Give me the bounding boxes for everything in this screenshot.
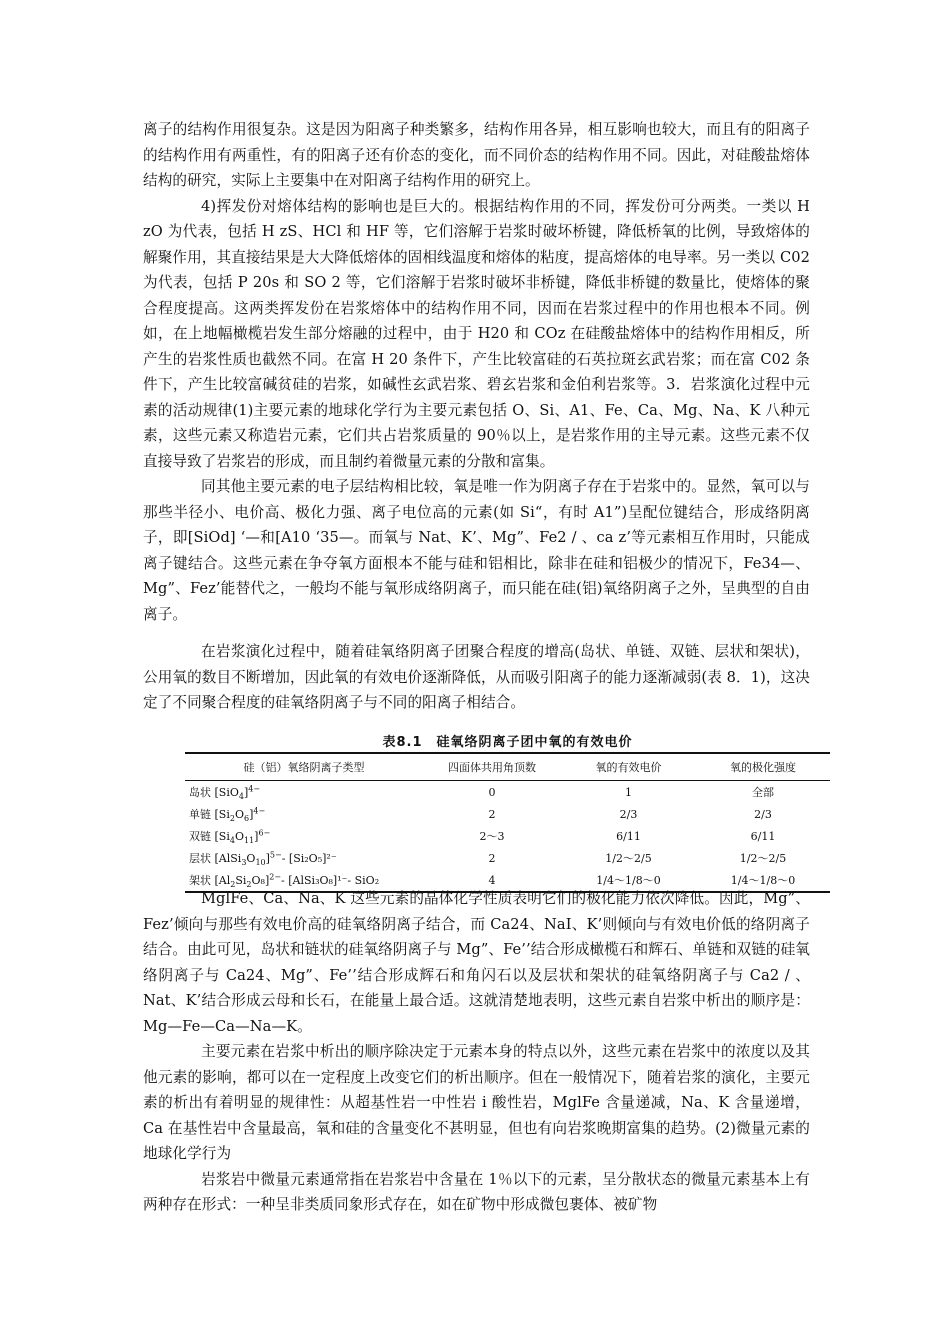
table-cell: 1/4～1/8～0 [696, 869, 830, 892]
table-cell-type: 岛状 $[SiO_4]^{4-}$ [189, 784, 261, 802]
paragraph: 离子的结构作用很复杂。这是因为阳离子种类繁多，结构作用各异，相互影响也较大，而且有的阳离子的结构作用有两重性，有的阳离子还有价态的变化，而不同价态的结构作用不同。因此，对硅酸盐熔体结构的研究，实际上主要集中在对阳离子结构作用的研究上。 [143, 121, 810, 189]
table-cell: 1/4～1/8～0 [561, 869, 696, 892]
table-cell-type: 单链 $[Si_2O_6]^{4-}$ [189, 806, 266, 824]
table-header: 四面体共用角顶数 [423, 753, 561, 781]
table-cell: 1 [625, 785, 632, 799]
text-block-top [143, 117, 810, 627]
table-row [185, 781, 830, 804]
table-header: 氧的有效电价 [561, 753, 696, 781]
table-cell: 6/11 [616, 829, 641, 843]
table-row [185, 803, 830, 825]
table-row [185, 825, 830, 847]
table-cell-type: 双链 $[Si_4O_{11}]^{6-}$ [189, 828, 271, 846]
paragraph: 主要元素在岩浆中析出的顺序除决定于元素本身的特点以外，这些元素在岩浆中的浓度以及其他元素的影响，都可以在一定程度上改变它们的析出顺序。但在一般情况下，随着岩浆的演化，主要元素的析出有着明显的规律性：从超基性岩一中性岩 i 酸性岩，MglFe 含量递减，Na、K 含量递增，Ca 在基性岩中含量最高，氧和硅的含量变化不甚明显，但也有向岩浆晚期富集的趋势。(2)微量元素的地球化学行为 [143, 1043, 810, 1162]
table-cell: 2/3 [754, 807, 772, 821]
table-cell: 0 [488, 785, 496, 799]
table-cell: 1/2～2/5 [739, 852, 787, 865]
table-cell-type: 架状 $[Al_2Si_2O_8]^{2-}-$ [AlSi₃O₈]¹⁻- SiO₂ [185, 869, 423, 892]
table-header-row [185, 753, 830, 781]
data-table [185, 752, 830, 893]
table-caption: 表8.1 硅氧络阴离子团中氧的有效电价 [382, 735, 633, 750]
paragraph: 在岩浆演化过程中，随着硅氧络阴离子团聚合程度的增高(岛状、单链、双链、层状和架状)，公用氧的数目不断增加，因此氧的有效电价逐渐降低，从而吸引阳离子的能力逐渐减弱(表 8．1)，这决定了不同聚合程度的硅氧络阴离子与不同的阳离子相结合。 [143, 643, 810, 711]
table-row [185, 847, 830, 869]
table-cell: 1/2～2/5 [605, 852, 652, 865]
table-cell-type: 层状 $[AlSi_3O_{10}]^{5-}-$ [Si₂O₅]²⁻ [189, 850, 337, 868]
table-cell: 全部 [752, 786, 774, 799]
table-cell: 6/11 [750, 829, 776, 843]
table-cell: 2 [488, 851, 496, 865]
paragraph: 岩浆岩中微量元素通常指在岩浆岩中含量在 1％以下的元素，呈分散状态的微量元素基本上有两种存在形式：一种呈非类质同象形式存在，如在矿物中形成微包裹体、被矿物 [143, 1170, 810, 1213]
table-cell: 2/3 [619, 807, 638, 821]
paragraph: 同其他主要元素的电子层结构相比较，氧是唯一作为阴离子存在于岩浆中的。显然，氧可以与那些半径小、电价高、极化力强、离子电位高的元素(如 Si“，有时 A1”)呈配位键结合，形成络阴离子，即[SiOd] ‘—和[A10 ‘35—。而氧与 Nat、K’、Mg”、Fe2 / 、ca z’等元素相互作用时，只能成离子键结合。这些元素在争夺氧方面根本不能与硅和铝相比，除非在硅和铝极少的情况下，Fe34—、Mg”、Fez’能替代之，一般均不能与氧形成络阴离子，而只能在硅(铝)氧络阴离子之外，呈典型的自由离子。 [143, 478, 810, 623]
paragraph: MglFe、Ca、Na、K 这些元素的晶体化学性质表明它们的极化能力依次降低。因此，Mg”、Fez’倾向与那些有效电价高的硅氧络阴离子结合，而 Ca24、NaI、K’则倾向与有效电价低的络阴离子结合。由此可见，岛状和链状的硅氧络阴离子与 Mg”、Fe’’结合形成橄榄石和辉石、单链和双链的硅氧络阴离子与 Ca24、Mg”、Fe’’结合形成辉石和角闪石以及层状和架状的硅氧络阴离子与 Ca2 / 、Nat、K’结合形成云母和长石，在能量上最合适。这就清楚地表明，这些元素自岩浆中析出的顺序是：Mg—Fe—Ca—Na—K。 [143, 890, 810, 1035]
table-header: 硅（铝）氧络阴离子类型 [185, 753, 423, 781]
text-block-middle [143, 639, 810, 716]
table-cell: 2～3 [479, 830, 505, 843]
text-block-bottom [143, 886, 810, 1218]
paragraph: 4)挥发份对熔体结构的影响也是巨大的。根据结构作用的不同，挥发份可分两类。一类以 H zO 为代表，包括 H zS、HCl 和 HF 等，它们溶解于岩浆时破坏桥键，降低桥氧的比例，导致熔体的解聚作用，其直接结果是大大降低熔体的固相线温度和熔体的粘度，提高熔体的电导率。另一类以 C02 为代表，包括 P 20s 和 SO 2 等，它们溶解于岩浆时破坏非桥键，降低非桥键的数量比，使熔体的聚合程度提高。这两类挥发份在岩浆熔体中的结构作用不同，因而在岩浆过程中的作用也根本不同。例如，在上地幅橄榄岩发生部分熔融的过程中，由于 H20 和 COz 在硅酸盐熔体中的结构作用相反，所产生的岩浆性质也截然不同。在富 H 20 条件下，产生比较富硅的石英拉斑玄武岩浆；而在富 C02 条件下，产生比较富碱贫硅的岩浆，如碱性玄武岩浆、碧玄岩浆和金伯利岩浆等。3．岩浆演化过程中元素的活动规律(1)主要元素的地球化学行为主要元素包括 O、Si、A1、Fe、Ca、Mg、Na、K 八种元素，这些元素又称造岩元素，它们共占岩浆质量的 90％以上，是岩浆作用的主导元素。这些元素不仅直接导致了岩浆岩的形成，而且制约着微量元素的分散和富集。 [143, 197, 810, 470]
table-cell: 2 [488, 807, 496, 821]
table-header: 氧的极化强度 [696, 753, 830, 781]
table-cell: 4 [423, 869, 561, 892]
